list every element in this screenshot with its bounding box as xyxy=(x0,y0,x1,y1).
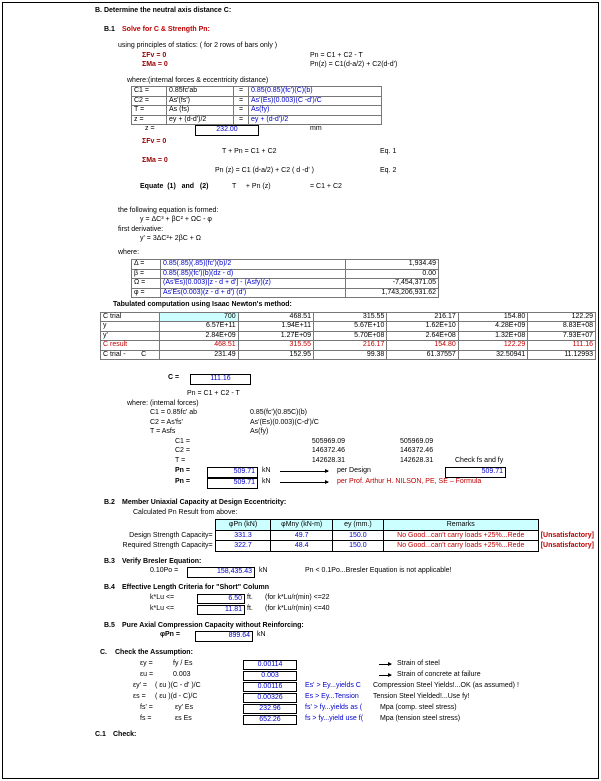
row-label: C trial xyxy=(101,312,160,322)
header-phi-pn: φPn (kN) xyxy=(215,520,271,531)
strain-value: 0.00116 xyxy=(243,682,297,693)
cell-value: 468.51 xyxy=(238,312,313,322)
cell-formula: As'Es(0.003)(z - d + d') (d') xyxy=(161,288,346,298)
cell-value: 0.00 xyxy=(346,269,439,279)
cell-value: 5.70E+08 xyxy=(313,331,386,341)
assumption-row-fs xyxy=(95,715,596,726)
arrow-right-icon xyxy=(280,471,328,472)
section-b3-number: B.3 xyxy=(104,557,115,565)
header-ey: ey (mm.) xyxy=(332,520,383,531)
pure-axial-label: φPn = xyxy=(160,631,180,638)
where3-label: where: (internal forces) xyxy=(127,399,199,407)
section-c1-title: Check: xyxy=(113,730,137,738)
where2-line xyxy=(95,249,596,259)
cell-formula: 0.85(.85)(.85)(fc')(b)/2 xyxy=(161,260,346,270)
klu-unit: ft. xyxy=(247,593,253,601)
strain-value: 0.003 xyxy=(243,671,297,682)
table-row xyxy=(132,106,382,116)
klu-label: k*Lu <= xyxy=(150,593,175,601)
section-b-heading: B. Determine the neutral axis distance C: xyxy=(95,7,232,14)
pn-result-text: per Prof. Arthur H. NILSON, PE, SE – Formula xyxy=(337,478,482,485)
eq1-tag: Eq. 1 xyxy=(380,147,397,155)
statics-intro-line xyxy=(95,42,596,52)
arrow-right-icon xyxy=(379,664,391,665)
strain-note: Strain of concrete at failure xyxy=(397,670,481,678)
stress-check: fs > fy...yield use f( xyxy=(305,714,364,722)
sum-fv-equation: Pn = C1 + C2 - T xyxy=(310,51,363,59)
pn-value-line xyxy=(95,438,596,448)
bresler-unit: kN xyxy=(259,567,268,574)
cell-value: 150.0 xyxy=(332,530,383,541)
cell-expr: As (fs) xyxy=(167,106,234,116)
section-b4-heading-line xyxy=(95,584,596,594)
table-row xyxy=(132,269,439,279)
cell-value: 322.7 xyxy=(215,541,271,552)
strain-value: 0.00326 xyxy=(243,693,297,704)
section-c1-number: C.1 xyxy=(95,730,106,738)
cell-expr: ey + (d-d')/2 xyxy=(167,115,234,125)
c-result-value: 111.16 xyxy=(190,374,251,385)
statics-intro: using principles of statics: ( for 2 rows of bars only ) xyxy=(118,42,278,49)
coefficients-table xyxy=(131,259,439,298)
pn-value-line xyxy=(95,457,596,467)
bresler-line xyxy=(95,567,596,578)
pn-result-unit: kN xyxy=(262,467,271,474)
pn-value-label: C2 = xyxy=(175,447,190,454)
klu-note: (for k*Lu/r(min) <=22 xyxy=(265,593,330,601)
pure-axial-line xyxy=(95,631,596,642)
pn-value-label: T = xyxy=(175,456,186,464)
c-result-line xyxy=(95,374,596,385)
cell-eq: = xyxy=(234,96,249,106)
strain-value: 0.00114 xyxy=(243,660,297,671)
pn-value-check: 142628.31 xyxy=(400,456,434,464)
assumption-row-es xyxy=(95,693,596,704)
table-row-required-capacity xyxy=(110,541,596,552)
cell-value: 154.80 xyxy=(387,341,458,351)
table-row xyxy=(132,279,439,289)
cell-symbol: Δ = xyxy=(132,260,161,270)
status-badge: [Unsatisfactory] xyxy=(540,542,594,549)
section-b5-heading-line xyxy=(95,622,596,632)
row-label: C result xyxy=(101,341,160,351)
section-b3-heading-line xyxy=(95,558,596,568)
klu-value: 11.81 xyxy=(197,605,245,616)
cell-remark: No Good...can't carry loads +25%...Rede xyxy=(383,530,538,541)
newton-title-line xyxy=(95,301,596,311)
equate-expression: T + Pn (z) xyxy=(232,183,271,190)
stress-value: 652.26 xyxy=(243,715,297,726)
section-b2-title: Member Uniaxial Capacity at Design Eccentricity: xyxy=(122,499,287,506)
strain-formula: 0.003 xyxy=(173,670,191,678)
sum-ma-line-2 xyxy=(95,157,596,167)
section-b1-heading-line xyxy=(95,26,596,36)
stress-symbol: fs = xyxy=(140,714,152,722)
pure-axial-value: 899.64 xyxy=(195,631,253,642)
section-b4-number: B.4 xyxy=(104,584,115,591)
cell-expr: As'(fs') xyxy=(167,96,234,106)
sum-fv-label: ΣFv = 0 xyxy=(142,51,167,59)
pn-def-rhs: As'(Es)(0.003)(C-d')/C xyxy=(250,418,319,426)
pn-formula-line xyxy=(95,390,596,400)
cell-value: 11.12993 xyxy=(528,350,596,360)
stress-formula: εs Es xyxy=(175,714,192,722)
table-row xyxy=(132,87,382,97)
pn-def-rhs: 0.85(fc')(0.85C)(b) xyxy=(250,409,307,416)
cell-value: 468.51 xyxy=(159,341,238,351)
assumption-row-ey-prime xyxy=(95,682,596,693)
empty-cell xyxy=(110,520,215,531)
cell-value: 150.0 xyxy=(332,541,383,552)
pure-axial-unit: kN xyxy=(257,631,266,638)
cell-value: 1,934.49 xyxy=(346,260,439,270)
pn-def-line xyxy=(95,428,596,438)
cell-symbol: C1 = xyxy=(132,87,167,97)
table-row-c-result xyxy=(101,341,596,351)
pn-result-design-line xyxy=(95,467,596,478)
strain-symbol: εy = xyxy=(140,659,153,667)
derivative-equation-line xyxy=(95,235,596,245)
pn-value-check: 146372.46 xyxy=(400,447,434,454)
section-b3-title: Verify Bresler Equation: xyxy=(122,557,202,565)
where-forces-label: where:(internal forces & eccentricity distance) xyxy=(127,76,269,84)
klu-note: (for k*Lu/r(min) <=40 xyxy=(265,604,330,612)
cell-value: 48.4 xyxy=(271,541,333,552)
cell-value: 6.57E+11 xyxy=(159,322,238,332)
capacity-table xyxy=(110,519,596,552)
section-b2-heading-line xyxy=(95,499,596,509)
equate-line xyxy=(95,183,596,193)
table-row xyxy=(132,115,382,125)
cell-value: 61.37557 xyxy=(387,350,458,360)
section-b4-title: Effective Length Criteria for "Short" Column xyxy=(122,584,270,591)
table-row xyxy=(101,312,596,322)
cell-symbol: φ = xyxy=(132,288,161,298)
row-label: Design Strength Capacity= xyxy=(129,531,213,539)
cell-symbol: Ω = xyxy=(132,279,161,289)
cell-value: 1.62E+10 xyxy=(387,322,458,332)
stress-note: Mpa (tension steel stress) xyxy=(380,714,461,722)
pn-result-unit: kN xyxy=(262,478,271,485)
klu-unit: ft. xyxy=(247,604,253,612)
table-row xyxy=(132,288,439,298)
strain-check: Es > Ey...Tension xyxy=(305,692,359,700)
eq1-line xyxy=(95,148,596,158)
row-label: y xyxy=(101,322,160,332)
cell-formula: As'(Es)(0.003)(C -d')/C xyxy=(249,96,382,106)
empty-cell xyxy=(538,520,596,531)
pn-def-lhs: C2 = As'fs' xyxy=(150,418,183,426)
bresler-label: 0.10Po = xyxy=(150,567,179,574)
cell-expr: 0.85fc'ab xyxy=(167,87,234,97)
klu-value: 6.50 xyxy=(197,594,245,605)
section-b1-title: Solve for C & Strength Pn: xyxy=(122,25,210,33)
eq1-expression: T + Pn = C1 + C2 xyxy=(222,147,277,155)
pn-value-check: 505969.09 xyxy=(400,437,434,445)
formed-intro: the following equation is formed: xyxy=(118,206,219,214)
assumption-row-ey xyxy=(95,660,596,671)
formed-intro-line xyxy=(95,207,596,217)
strain-check: Es' > Ey...yields C xyxy=(305,681,361,689)
table-row xyxy=(132,260,439,270)
equate-rhs: = C1 + C2 xyxy=(310,183,342,190)
sum-ma-label: ΣMa = 0 xyxy=(142,157,168,164)
cell-value: 1.27E+09 xyxy=(238,331,313,341)
sum-fv-line-1 xyxy=(95,52,596,62)
cell-value: 315.55 xyxy=(313,312,386,322)
z-value: 232.00 xyxy=(195,125,259,136)
pn-def-rhs: As(fy) xyxy=(250,428,269,435)
b2-subtitle: Calculated Pn Result from above: xyxy=(133,508,238,516)
strain-symbol: εy' = xyxy=(133,681,147,689)
forces-table xyxy=(131,86,382,125)
cubic-equation: y = ΔC³ + βC² + ΩC - φ xyxy=(140,216,212,223)
strain-symbol: εu = xyxy=(140,670,154,678)
derivative-intro-line xyxy=(95,226,596,236)
section-b2-number: B.2 xyxy=(104,499,115,506)
assumption-row-eu xyxy=(95,671,596,682)
cell-value: 111.16 xyxy=(528,341,596,351)
section-c-heading-line xyxy=(95,649,596,659)
cell-value: 32.50941 xyxy=(458,350,528,360)
cell-value: 5.67E+10 xyxy=(313,322,386,332)
sum-ma-label: ΣMa = 0 xyxy=(142,61,168,68)
stress-note: Mpa (comp. steel stress) xyxy=(380,703,457,711)
strain-note: Strain of steel xyxy=(397,659,440,667)
z-unit: mm xyxy=(310,125,322,132)
sheet-content xyxy=(95,7,596,740)
table-row-design-capacity xyxy=(110,530,596,541)
cell-value: 152.95 xyxy=(238,350,313,360)
strain-symbol: εs = xyxy=(133,692,146,700)
cell-value: 8.83E+08 xyxy=(528,322,596,332)
stress-formula: εy' Es xyxy=(175,703,194,711)
cell-value: 122.29 xyxy=(528,312,596,322)
pn-def-line xyxy=(95,419,596,429)
section-b5-title: Pure Axial Compression Capacity without Reinforcing: xyxy=(122,621,304,629)
cell-eq: = xyxy=(234,115,249,125)
cell-value: 122.29 xyxy=(458,341,528,351)
pn-result-text: per Design xyxy=(337,467,371,474)
row-label: Required Strength Capacity= xyxy=(122,542,213,549)
cell-value: 7.93E+07 xyxy=(528,331,596,341)
cell-symbol: T = xyxy=(132,106,167,116)
stress-check: fs' > fy...yields as ( xyxy=(305,703,363,711)
derivative-intro: first derivative: xyxy=(118,225,164,233)
header-phi-mny: φMny (kN-m) xyxy=(271,520,333,531)
cell-formula: (As'Es)(0.003)[z - d + d'] - (Asfy)(z) xyxy=(161,279,346,289)
assumption-row-fs-prime xyxy=(95,704,596,715)
strain-formula: fy / Es xyxy=(173,659,193,667)
eq2-tag: Eq. 2 xyxy=(380,166,397,174)
z-value-line xyxy=(95,125,596,136)
klu-label: k*Lu <= xyxy=(150,604,175,612)
pn-formula: Pn = C1 + C2 - T xyxy=(187,390,240,397)
klu-line xyxy=(95,594,596,605)
eq2-expression: Pn (z) = C1 (d-a/2) + C2 ( d -d' ) xyxy=(215,166,314,174)
cell-symbol: z = xyxy=(132,115,167,125)
pn-result-value: 509.71 xyxy=(207,478,258,489)
pn-def-lhs: C1 = 0.85fc' ab xyxy=(150,409,198,416)
row-label: C trial - C xyxy=(101,350,160,360)
pn-value-line xyxy=(95,447,596,457)
cell-eq: = xyxy=(234,87,249,97)
cell-value: 99.38 xyxy=(313,350,386,360)
strain-formula: ( εu )(d - C)/C xyxy=(155,692,198,700)
stress-symbol: fs' = xyxy=(140,703,153,711)
arrow-right-icon xyxy=(280,482,328,483)
strain-note: Compression Steel Yields!...OK (as assumed) ! xyxy=(373,681,519,689)
cell-value: 2.84E+09 xyxy=(159,331,238,341)
header-remarks: Remarks xyxy=(383,520,538,531)
where2-label: where: xyxy=(118,248,140,256)
status-badge: [Unsatisfactory] xyxy=(540,531,594,539)
table-row xyxy=(132,96,382,106)
cell-value: 1,743,206,931.62 xyxy=(346,288,439,298)
c-trial-input-cell[interactable]: 700 xyxy=(159,312,238,322)
equate-label: Equate (1) and (2) xyxy=(140,183,209,190)
cell-formula: 0.85(.85)(fc')(b)(dz - d) xyxy=(161,269,346,279)
cell-value: 216.17 xyxy=(313,341,386,351)
strain-note: Tension Steel Yielded!...Use fy! xyxy=(373,692,470,700)
check-fs-fy-note: Check fs and fy xyxy=(455,456,504,464)
pn-value: 505969.09 xyxy=(311,437,345,445)
cell-value: 49.7 xyxy=(271,530,333,541)
c-result-label: C = xyxy=(168,374,180,381)
cell-value: 154.80 xyxy=(458,312,528,322)
cell-value: 1.32E+08 xyxy=(458,331,528,341)
table-row xyxy=(101,322,596,332)
strain-formula: ( εu )(C - d' )/C xyxy=(155,681,201,689)
b2-subtitle-line xyxy=(95,509,596,519)
section-c-number: C. xyxy=(100,649,107,656)
cell-symbol: β = xyxy=(132,269,161,279)
where3-line xyxy=(95,400,596,410)
bresler-value: 158,435.43 xyxy=(187,567,255,578)
pn-result-label: Pn = xyxy=(175,467,190,474)
bresler-note: Pn < 0.1Po...Bresler Equation is not applicable! xyxy=(305,567,452,574)
section-b5-number: B.5 xyxy=(104,621,115,629)
section-c1-heading-line xyxy=(95,731,596,741)
table-row xyxy=(101,331,596,341)
cell-value: 231.49 xyxy=(159,350,238,360)
cell-remark: No Good...can't carry loads +25%...Rede xyxy=(383,541,538,552)
cell-formula: As(fy) xyxy=(249,106,382,116)
where-forces-line xyxy=(95,77,596,87)
section-b-heading-line xyxy=(95,7,596,17)
table-row xyxy=(101,350,596,360)
newton-title: Tabulated computation using Isaac Newton's method: xyxy=(113,301,292,308)
cell-eq: = xyxy=(234,106,249,116)
pn-def-line xyxy=(95,409,596,419)
cell-value: 315.55 xyxy=(238,341,313,351)
eq2-line xyxy=(95,167,596,177)
sum-ma-line-1 xyxy=(95,61,596,71)
arrow-right-icon xyxy=(379,675,391,676)
cell-value: 331.3 xyxy=(215,530,271,541)
cell-value: 1.94E+11 xyxy=(238,322,313,332)
pn-result-label: Pn = xyxy=(175,478,190,485)
newton-table xyxy=(100,312,596,361)
sum-fv-label: ΣFv = 0 xyxy=(142,138,167,145)
cell-value: 216.17 xyxy=(387,312,458,322)
stress-value: 232.96 xyxy=(243,704,297,715)
cell-symbol: C2 = xyxy=(132,96,167,106)
cell-formula: ey + (d-d')/2 xyxy=(249,115,382,125)
cell-value: -7,454,371.05 xyxy=(346,279,439,289)
pn-def-lhs: T = Asfs xyxy=(150,428,176,435)
pn-value: 146372.46 xyxy=(311,447,345,454)
section-c-title: Check the Assumption: xyxy=(115,649,193,656)
sum-fv-line-2 xyxy=(95,138,596,148)
derivative-equation: y' = 3ΔC²+ 2βC + Ω xyxy=(140,235,201,242)
cubic-equation-line xyxy=(95,216,596,226)
z-label: z = xyxy=(145,125,155,132)
row-label: y' xyxy=(101,331,160,341)
section-b1-number: B.1 xyxy=(104,25,115,33)
pn-value-label: C1 = xyxy=(175,437,190,445)
pn-result-nilson-line xyxy=(95,478,596,489)
cell-formula: 0.85(0.85)(fc')(C)(b) xyxy=(249,87,382,97)
pn-value: 142628.31 xyxy=(311,456,345,464)
sum-ma-equation: Pn(z) = C1(d-a/2) + C2(d-d') xyxy=(310,61,398,68)
cell-value: 4.28E+09 xyxy=(458,322,528,332)
klu-line xyxy=(95,605,596,616)
pn-result-value: 509.71 xyxy=(207,467,258,478)
cell-value: 2.64E+08 xyxy=(387,331,458,341)
table-header-row xyxy=(110,520,596,531)
pn-result-check: 509.71 xyxy=(445,467,506,478)
